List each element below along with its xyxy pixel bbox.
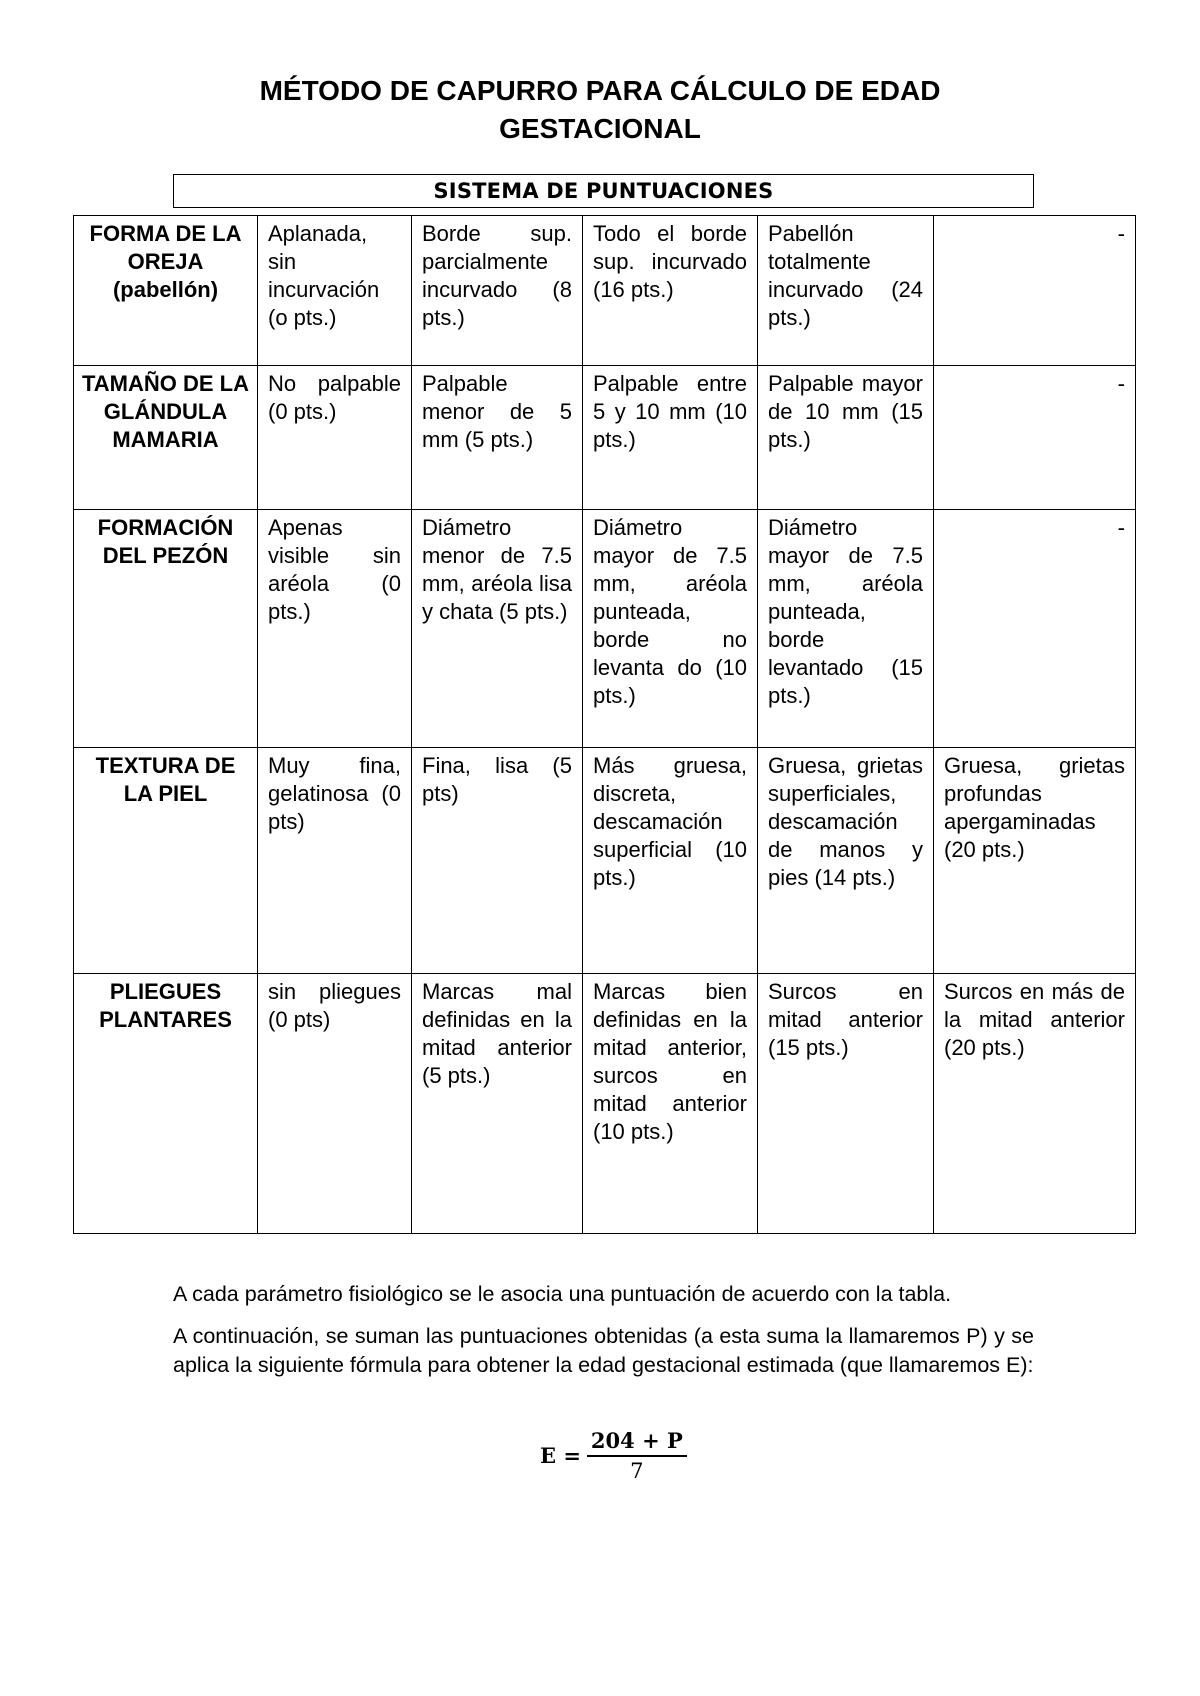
parameter-label: TAMAÑO DE LA GLÁNDULA MAMARIA bbox=[74, 366, 258, 510]
score-cell: - bbox=[934, 366, 1136, 510]
formula-denominator: 7 bbox=[630, 1459, 644, 1483]
table-row bbox=[74, 510, 1136, 748]
parameter-label: PLIEGUES PLANTARES bbox=[74, 974, 258, 1234]
score-cell: Gruesa, grietas superficiales, descamación de manos y pies (14 pts.) bbox=[758, 748, 934, 974]
score-cell: - bbox=[934, 216, 1136, 366]
score-cell: sin pliegues (0 pts) bbox=[258, 974, 412, 1234]
table-row bbox=[74, 974, 1136, 1234]
score-cell: Borde sup. parcialmente incurvado (8 pts.) bbox=[412, 216, 583, 366]
score-cell: - bbox=[934, 510, 1136, 748]
gestational-age-formula bbox=[540, 1428, 687, 1483]
score-cell: Palpable mayor de 10 mm (15 pts.) bbox=[758, 366, 934, 510]
score-cell: Fina, lisa (5 pts) bbox=[412, 748, 583, 974]
score-cell: Diámetro mayor de 7.5 mm, aréola punteada, borde levantado (15 pts.) bbox=[758, 510, 934, 748]
table-row bbox=[74, 748, 1136, 974]
parameter-label: FORMACIÓN DEL PEZÓN bbox=[74, 510, 258, 748]
explanation-paragraph-2: A continuación, se suman las puntuaciones obtenidas (a esta suma la llamaremos P) y se aplica la siguiente fórmula para obtener la edad gestacional estimada (que llamaremos E): bbox=[173, 1324, 1034, 1377]
score-cell: Surcos en mitad anterior (15 pts.) bbox=[758, 974, 934, 1234]
score-cell: Más gruesa, discreta, descamación superficial (10 pts.) bbox=[583, 748, 758, 974]
parameter-label: TEXTURA DE LA PIEL bbox=[74, 748, 258, 974]
score-cell: Palpable menor de 5 mm (5 pts.) bbox=[412, 366, 583, 510]
table-row bbox=[74, 366, 1136, 510]
formula-lhs: E = bbox=[540, 1443, 581, 1468]
explanation-paragraph-1: A cada parámetro fisiológico se le asocia una puntuación de acuerdo con la tabla. bbox=[173, 1282, 952, 1306]
document-title bbox=[0, 72, 1200, 148]
score-cell: No palpable (0 pts.) bbox=[258, 366, 412, 510]
scoring-table bbox=[73, 215, 1136, 1234]
scoring-system-header: SISTEMA DE PUNTUACIONES bbox=[173, 174, 1034, 208]
title-line-2: GESTACIONAL bbox=[499, 113, 701, 144]
parameter-label: FORMA DE LA OREJA (pabellón) bbox=[74, 216, 258, 366]
score-cell: Muy fina, gelatinosa (0 pts) bbox=[258, 748, 412, 974]
score-cell: Marcas mal definidas en la mitad anterior (5 pts.) bbox=[412, 974, 583, 1234]
formula-numerator: 204 + P bbox=[587, 1428, 687, 1457]
formula-fraction bbox=[587, 1428, 687, 1483]
score-cell: Marcas bien definidas en la mitad anterior, surcos en mitad anterior (10 pts.) bbox=[583, 974, 758, 1234]
title-line-1: MÉTODO DE CAPURRO PARA CÁLCULO DE EDAD bbox=[259, 75, 941, 106]
score-cell: Apenas visible sin aréola (0 pts.) bbox=[258, 510, 412, 748]
score-cell: Palpable entre 5 y 10 mm (10 pts.) bbox=[583, 366, 758, 510]
score-cell: Pabellón totalmente incurvado (24 pts.) bbox=[758, 216, 934, 366]
table-row bbox=[74, 216, 1136, 366]
score-cell: Todo el borde sup. incurvado (16 pts.) bbox=[583, 216, 758, 366]
score-cell: Surcos en más de la mitad anterior (20 pts.) bbox=[934, 974, 1136, 1234]
score-cell: Gruesa, grietas profundas apergaminadas (20 pts.) bbox=[934, 748, 1136, 974]
score-cell: Aplanada, sin incurvación (o pts.) bbox=[258, 216, 412, 366]
score-cell: Diámetro menor de 7.5 mm, aréola lisa y chata (5 pts.) bbox=[412, 510, 583, 748]
score-cell: Diámetro mayor de 7.5 mm, aréola punteada, borde no levanta do (10 pts.) bbox=[583, 510, 758, 748]
